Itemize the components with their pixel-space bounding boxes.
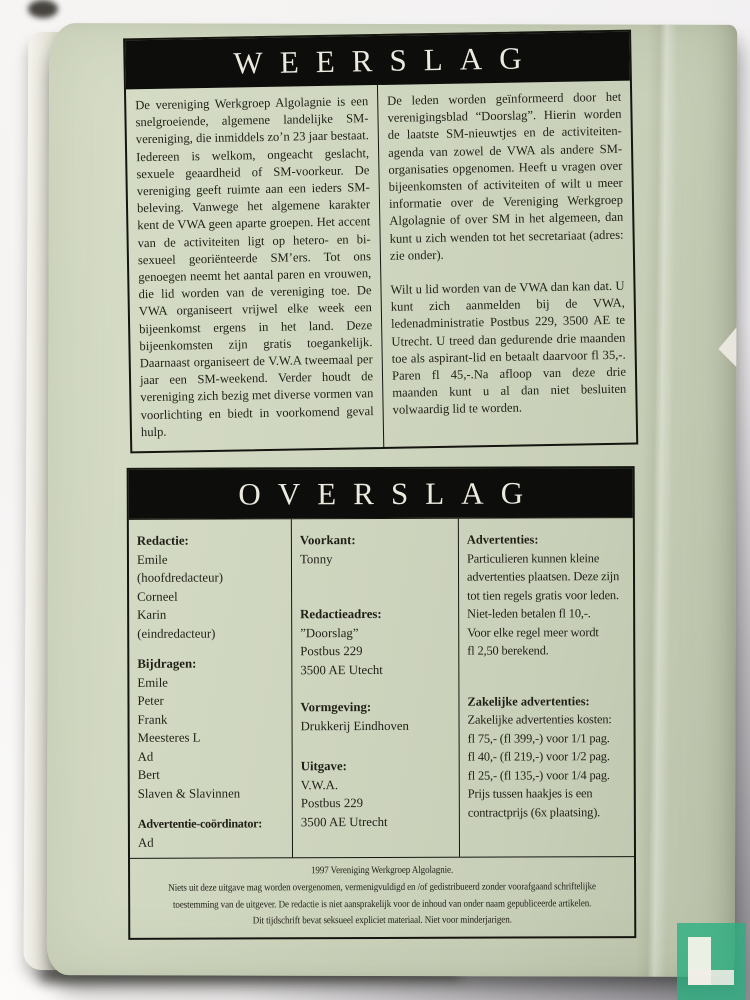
bijdragen-line: Slaven & Slavinnen	[137, 785, 241, 801]
bijdragen-line: Meesteres L	[137, 730, 201, 745]
advertenties-line: Particulieren kunnen kleine	[466, 550, 600, 566]
bijdragen-line: Bert	[137, 767, 160, 782]
advertenties-line: Voor elke regel meer wordt	[467, 624, 599, 640]
weerslag-columns	[126, 81, 636, 452]
redactie-line: Karin	[137, 607, 167, 622]
overslag-title: OVERSLAG	[238, 474, 541, 511]
watermark-logo-l	[677, 923, 746, 1000]
overslag-section	[127, 466, 637, 940]
printed-content	[127, 33, 631, 927]
bijdragen-heading: Bijdragen:	[137, 656, 197, 671]
weerslag-title: WEERSLAG	[233, 39, 539, 81]
zakelijke-line: fl 25,- (fl 135,-) voor 1/4 pag.	[467, 767, 610, 783]
bijdragen-line: Peter	[137, 693, 164, 708]
zakelijke-line: contractprijs (6x plaatsing).	[467, 804, 601, 820]
redactie-line: Emile	[136, 552, 168, 567]
colophon-column-redactie	[129, 519, 293, 858]
footer-line-rights-1: Niets uit deze uitgave mag worden overgenomen, vermenigvuldigd en /of gedistribueerd zonder voorafgaand schriftelijke	[168, 881, 596, 894]
redactieadres-heading: Redactieadres:	[300, 606, 382, 622]
voorkant-heading: Voorkant:	[299, 533, 356, 548]
redactieadres-line: ”Doorslag”	[300, 625, 359, 640]
redactie-line: Corneel	[137, 589, 178, 604]
footer-line-copyright: 1997 Vereniging Werkgroep Algolagnie.	[310, 864, 454, 877]
advertenties-line: advertenties plaatsen. Deze zijn	[467, 569, 620, 584]
colophon-table	[129, 517, 634, 858]
weerslag-left-paragraph: De vereniging Werkgroep Algolagnie is een snelgroeiende, algemene landelijke SM-vereniging, die inmiddels zo’n 23 jaar bestaat. Iedereen is welkom, ongeacht geslacht, sexuele geaardheid of SM-voorkeur. De vereniging geeft ruimte aan een ieders SM-beleving. Vanwege het algemene karakter kent de VWA geen aparte groepen. Het accent van de activiteiten ligt op hetero- en bi-sexueel georiënteerde SM’ers. Tot ons genoegen neemt het aantal paren en vrouwen, die lid worden van de vereniging toe. De VWA organiseert vrijwel elke week een bijeenkomst ergens in het land. Deze bijeenkomsten zijn gratis toegankelijk. Daarnaast organiseert de V.W.A tweemaal per jaar een SM-weekend. Verder houdt de vereniging zich bezig met diverse vormen van voorlichting en biedt in voorkomend geval hulp.	[135, 94, 374, 440]
zakelijke-line: fl 75,- (fl 399,-) voor 1/1 pag.	[467, 730, 610, 746]
advertenties-heading: Advertenties:	[466, 532, 539, 547]
uitgave-line: Postbus 229	[300, 796, 364, 811]
redactie-line: (eindredacteur)	[137, 626, 216, 641]
advertenties-line: fl 2,50 berekend.	[467, 643, 549, 658]
voorkant-line: Tonny	[299, 551, 333, 566]
magazine-back-cover-page	[47, 23, 737, 977]
weerslag-right-paragraph-1: De leden worden geïnformeerd door het verenigingsblad “Doorslag”. Hierin worden de laatste SM-nieuwtjes en de activiteiten-agenda van zowel de VWA als andere SM-organisaties opgenomen. Heeft u vragen over bijeenkomsten of activiteiten of wilt u meer informatie over de Vereniging Werkgroep Algolagnie of over SM in het algemeen, dan kunt u zich wenden tot het secretariaat (adres: zie onder).	[387, 89, 624, 263]
advertentie-coordinator-heading: Advertentie-coördinator:	[137, 816, 263, 831]
zakelijke-line: Zakelijke advertenties kosten:	[467, 712, 612, 727]
weerslag-right-paragraph-2: Wilt u lid worden van de VWA dan kan dat. U kunt zich aanmelden bij de VWA, ledenadministratie Postbus 229, 3500 AE te Utrecht. U treed dan gedurende drie maanden toe als aspirant-lid en betaalt daarvoor fl 35,-. Paren fl 45,-.Na afloop van deze drie maanden kunt u al dan niet besluiten volwaardig lid te worden.	[390, 278, 627, 418]
redactieadres-line: Postbus 229	[300, 644, 363, 659]
redactie-heading: Redactie:	[136, 533, 189, 548]
redactieadres-line: 3500 AE Utecht	[300, 662, 383, 677]
uitgave-line: V.W.A.	[300, 777, 339, 792]
weerslag-title-bar	[125, 32, 630, 90]
colophon-column-adressen	[292, 519, 460, 858]
weerslag-right-column	[378, 81, 636, 447]
uitgave-line: 3500 AE Utrecht	[300, 814, 388, 829]
colophon-column-advertenties	[459, 518, 634, 857]
overslag-title-bar	[129, 468, 633, 519]
vormgeving-line: Drukkerij Eindhoven	[300, 718, 409, 733]
zakelijke-advertenties-heading: Zakelijke advertenties:	[467, 693, 590, 709]
zakelijke-line: fl 40,- (fl 219,-) voor 1/2 pag.	[467, 749, 610, 764]
advertentie-coordinator-line: Ad	[137, 835, 154, 850]
photo-dark-speck	[28, 0, 58, 18]
legal-footer	[130, 856, 634, 938]
uitgave-heading: Uitgave:	[300, 759, 347, 774]
watermark-l-foot	[688, 970, 734, 985]
paper-tear	[718, 325, 737, 369]
vormgeving-heading: Vormgeving:	[300, 700, 372, 715]
paper-crease	[636, 25, 678, 977]
weerslag-section	[123, 30, 638, 454]
watermark-letter	[677, 923, 678, 924]
footer-line-rights-2: toestemming van de uitgever. De redactie is niet aansprakelijk voor de inhoud van onder naam gepubliceerde artikelen.	[172, 897, 592, 911]
weerslag-left-column	[126, 85, 384, 451]
footer-line-adult-warning: Dit tijdschrift bevat seksueel expliciet materiaal. Niet voor minderjarigen.	[252, 914, 512, 927]
advertenties-line: tot tien regels gratis voor leden.	[467, 587, 619, 603]
bijdragen-line: Emile	[137, 675, 168, 690]
redactie-line: (hoofdredacteur)	[137, 570, 224, 585]
bijdragen-line: Ad	[137, 749, 154, 764]
zakelijke-line: Prijs tussen haakjes is een	[467, 786, 593, 801]
bijdragen-line: Frank	[137, 712, 168, 727]
advertenties-line: Niet-leden betalen fl 10,-.	[467, 606, 591, 621]
